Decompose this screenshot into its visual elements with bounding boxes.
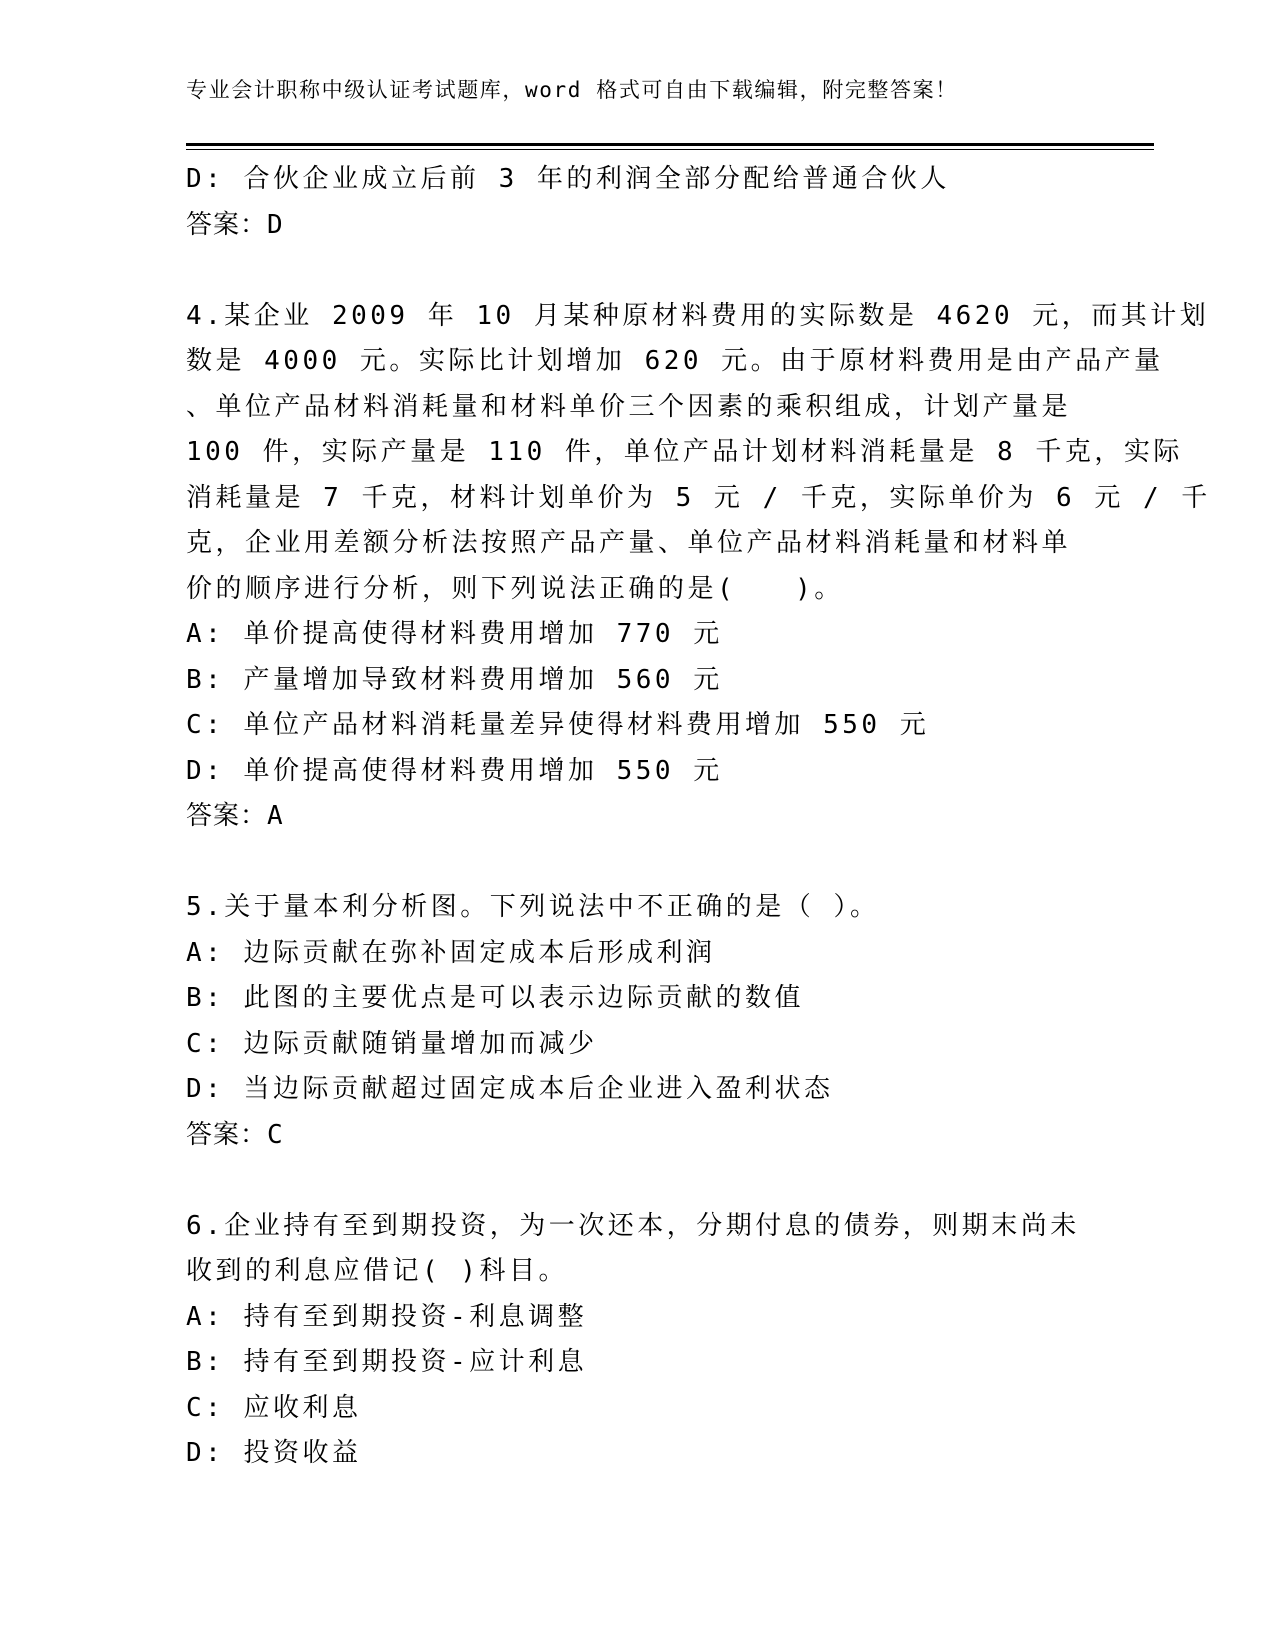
answer-line: [186, 1113, 1086, 1159]
option-a: A: 单价提高使得材料费用增加 770 元: [186, 619, 723, 649]
question-stem-line: 克，企业用差额分析法按照产品产量、单位产品材料消耗量和材料单: [186, 528, 1072, 558]
spacer: [186, 248, 1086, 294]
question-stem-line: 、单位产品材料消耗量和材料单价三个因素的乘积组成，计划产量是: [186, 391, 1072, 422]
answer-label: 答案：: [186, 209, 268, 240]
answer-value: A: [267, 801, 284, 831]
spacer: [186, 840, 1086, 886]
option-c: C: 单位产品材料消耗量差异使得材料费用增加 550 元: [186, 710, 930, 740]
question-stem-line: 价的顺序进行分析，则下列说法正确的是( )。: [186, 573, 844, 604]
question-stem-line: 5.关于量本利分析图。下列说法中不正确的是（ ）。: [186, 892, 880, 922]
option-b: B: 此图的主要优点是可以表示边际贡献的数值: [186, 983, 804, 1013]
option-d: D: 合伙企业成立后前 3 年的利润全部分配给普通合伙人: [186, 164, 950, 194]
header-rule-thin: [186, 149, 1154, 150]
option-d: D: 当边际贡献超过固定成本后企业进入盈利状态: [186, 1074, 834, 1104]
document-content: [186, 157, 1211, 1477]
option-a: A: 持有至到期投资-利息调整: [186, 1301, 588, 1332]
question-stem-line: 6.企业持有至到期投资，为一次还本，分期付息的债券，则期末尚未: [186, 1210, 1080, 1241]
question-stem-line: 4.某企业 2009 年 10 月某种原材料费用的实际数是 4620 元，而其计划: [186, 300, 1210, 331]
page-header: 专业会计职称中级认证考试题库，word 格式可自由下载编辑，附完整答案！: [186, 78, 958, 102]
question-stem-line: 100 件，实际产量是 110 件，单位产品计划材料消耗量是 8 千克，实际: [186, 437, 1183, 467]
option-d: D: 投资收益: [186, 1438, 362, 1468]
option-b: B: 持有至到期投资-应计利息: [186, 1347, 588, 1377]
option-b: B: 产量增加导致材料费用增加 560 元: [186, 664, 723, 695]
option-d: D: 单价提高使得材料费用增加 550 元: [186, 755, 723, 786]
question-5: [186, 885, 1086, 1158]
answer-label: 答案：: [186, 801, 268, 831]
answer-line: [186, 794, 1086, 840]
spacer: [186, 1158, 1086, 1204]
answer-value: C: [267, 1119, 284, 1150]
question-stem-line: 消耗量是 7 千克，材料计划单价为 5 元 / 千克，实际单价为 6 元 / 千: [186, 482, 1211, 513]
option-c: C: 应收利息: [186, 1392, 362, 1423]
question-stem-line: 收到的利息应借记( )科目。: [186, 1256, 568, 1286]
option-c: C: 边际贡献随销量增加而减少: [186, 1028, 598, 1059]
prev-question: [186, 157, 1086, 248]
question-6: [186, 1204, 1086, 1477]
answer-line: [186, 203, 1086, 249]
answer-value: D: [267, 209, 284, 240]
question-4: [186, 294, 1211, 840]
option-a: A: 边际贡献在弥补固定成本后形成利润: [186, 937, 716, 968]
question-stem-line: 数是 4000 元。实际比计划增加 620 元。由于原材料费用是由产品产量: [186, 346, 1164, 376]
header-rule-thick: [186, 143, 1154, 146]
answer-label: 答案：: [186, 1119, 268, 1150]
